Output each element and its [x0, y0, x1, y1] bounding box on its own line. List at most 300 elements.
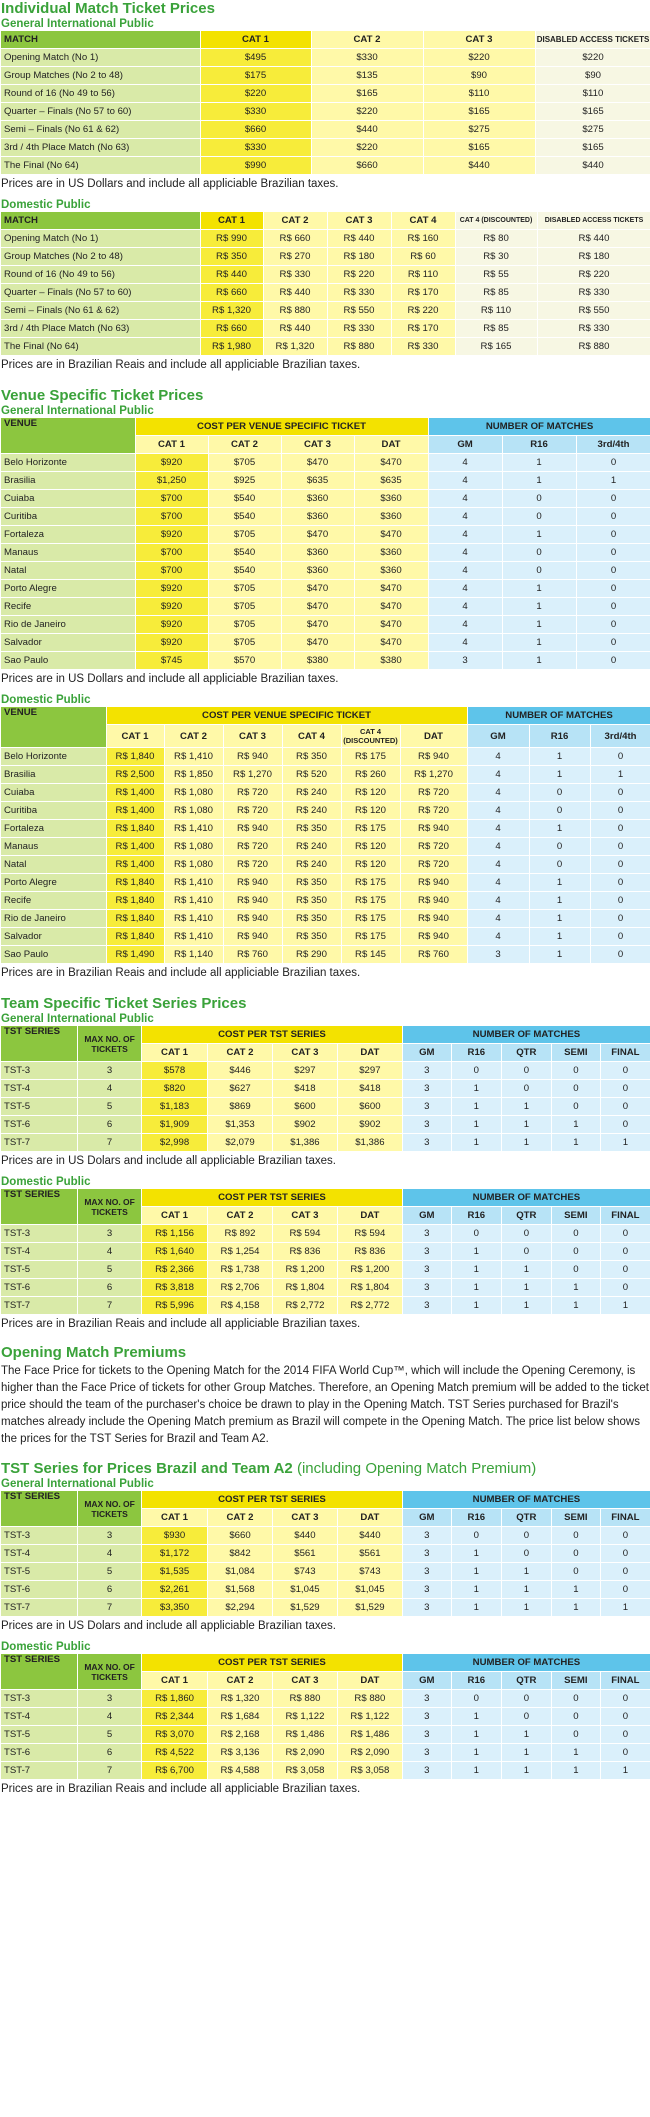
table-cell: $1,535	[142, 1563, 208, 1581]
table-cell: R$ 5,996	[142, 1297, 208, 1315]
col-header: CAT 2	[311, 31, 423, 49]
table-cell: $540	[208, 508, 281, 526]
col-header: SEMI	[551, 1672, 600, 1690]
table-cell: 1	[501, 1726, 551, 1744]
table-cell: $902	[272, 1116, 337, 1134]
table-cell: R$ 1,640	[142, 1243, 208, 1261]
table-cell: 0	[551, 1225, 600, 1243]
table-cell: 0	[576, 652, 650, 670]
table-cell: TST-5	[1, 1563, 78, 1581]
table-cell: Salvador	[1, 634, 135, 652]
col-header: SEMI	[551, 1509, 600, 1527]
col-header: GM	[402, 1509, 451, 1527]
table-cell: 0	[590, 802, 650, 820]
col-header: CAT 4	[282, 725, 341, 748]
table-cell: R$ 110	[455, 302, 537, 320]
table-cell: $470	[354, 634, 428, 652]
group-header: NUMBER OF MATCHES	[402, 1026, 650, 1044]
table-cell: 0	[529, 802, 590, 820]
table-row	[1, 1545, 650, 1563]
table-cell: 3	[402, 1116, 451, 1134]
table-cell: 3	[467, 946, 529, 964]
table-cell: 0	[529, 856, 590, 874]
table-cell: $110	[535, 85, 650, 103]
col-header: CAT 1	[142, 1509, 208, 1527]
table-cell: TST-3	[1, 1225, 78, 1243]
table-cell: R$ 940	[400, 874, 467, 892]
table-cell: 0	[576, 634, 650, 652]
table-cell: $578	[142, 1062, 208, 1080]
table-cell: R$ 660	[200, 320, 263, 338]
table-cell: R$ 3,070	[142, 1726, 208, 1744]
group-header: COST PER TST SERIES	[142, 1026, 403, 1044]
table-cell: $297	[272, 1062, 337, 1080]
table-cell: R$ 85	[455, 320, 537, 338]
table-cell: 1	[529, 766, 590, 784]
table-cell: R$ 1,400	[106, 838, 164, 856]
table-cell: R$ 220	[537, 266, 650, 284]
table-cell: $220	[200, 85, 311, 103]
table-cell: R$ 3,818	[142, 1279, 208, 1297]
price-note: Prices are in US Dollars and include all appliciable Brazilian taxes.	[1, 178, 339, 190]
table-cell: 1	[576, 472, 650, 490]
table-cell: R$ 240	[282, 784, 341, 802]
table-cell: $220	[311, 103, 423, 121]
table-cell: 1	[502, 454, 576, 472]
table-cell: R$ 175	[341, 910, 400, 928]
table-cell: 0	[600, 1708, 650, 1726]
table-cell: 3rd / 4th Place Match (No 63)	[1, 320, 200, 338]
table-cell: 1	[501, 1279, 551, 1297]
table-cell: 1	[529, 910, 590, 928]
table-cell: 4	[467, 838, 529, 856]
table-cell: 0	[551, 1098, 600, 1116]
table-row	[1, 1062, 650, 1080]
table-cell: R$ 760	[223, 946, 282, 964]
table-cell: R$ 330	[537, 284, 650, 302]
table-cell: $380	[281, 652, 354, 670]
col-header: CAT 4 (DISCOUNTED)	[341, 725, 400, 748]
table-cell: 0	[576, 454, 650, 472]
table-cell: 0	[551, 1563, 600, 1581]
table-cell: 1	[451, 1708, 501, 1726]
table-cell: R$ 940	[400, 820, 467, 838]
table-cell: $165	[423, 103, 535, 121]
table-cell: 3	[402, 1062, 451, 1080]
col-header: R16	[451, 1672, 501, 1690]
table-cell: $440	[423, 157, 535, 175]
col-header: MAX NO. OF TICKETS	[78, 1026, 142, 1062]
table-cell: $275	[535, 121, 650, 139]
table-cell: 3	[402, 1243, 451, 1261]
table-cell: 4	[467, 874, 529, 892]
table-cell: 3	[402, 1225, 451, 1243]
table-row	[1, 103, 650, 121]
table-cell: 0	[451, 1690, 501, 1708]
table-cell: 0	[600, 1261, 650, 1279]
table-cell: 0	[600, 1527, 650, 1545]
price-note: Prices are in Brazilian Reais and include all appliciable Brazilian taxes.	[1, 1783, 361, 1795]
table-cell: 0	[600, 1744, 650, 1762]
table-venue-intl	[1, 418, 650, 670]
table-body	[1, 49, 650, 175]
table-cell: $1,084	[208, 1563, 273, 1581]
table-cell: $1,045	[272, 1581, 337, 1599]
table-cell: 1	[551, 1134, 600, 1152]
col-header: FINAL	[600, 1207, 650, 1225]
table-cell: R$ 2,500	[106, 766, 164, 784]
table-cell: R$ 660	[200, 284, 263, 302]
col-header: CAT 1	[200, 212, 263, 230]
col-header: CAT 1	[142, 1044, 208, 1062]
col-header: TST SERIES	[1, 1026, 78, 1062]
table-cell: $380	[354, 652, 428, 670]
table-cell: R$ 940	[223, 748, 282, 766]
col-header: GM	[467, 725, 529, 748]
table-cell: $540	[208, 562, 281, 580]
table-cell: R$ 1,320	[200, 302, 263, 320]
col-header: MAX NO. OF TICKETS	[78, 1654, 142, 1690]
table-cell: R$ 350	[282, 820, 341, 838]
table-cell: 3	[402, 1080, 451, 1098]
table-cell: R$ 1,860	[142, 1690, 208, 1708]
table-cell: 0	[590, 838, 650, 856]
table-cell: Sao Paulo	[1, 946, 106, 964]
table-cell: 1	[502, 616, 576, 634]
group-header: COST PER VENUE SPECIFIC TICKET	[106, 707, 467, 725]
table-cell: R$ 2,772	[337, 1297, 402, 1315]
table-cell: R$ 1,254	[208, 1243, 273, 1261]
table-cell: 0	[451, 1527, 501, 1545]
table-row	[1, 562, 650, 580]
table-cell: 4	[467, 910, 529, 928]
table-cell: 4	[428, 508, 502, 526]
table-cell: R$ 1,400	[106, 802, 164, 820]
section-title-tst: Team Specific Ticket Series Prices	[1, 995, 247, 1012]
table-cell: $700	[135, 544, 208, 562]
table-cell: R$ 990	[200, 230, 263, 248]
table-cell: 4	[428, 634, 502, 652]
table-cell: R$ 330	[327, 320, 391, 338]
table-header-row	[1, 1189, 650, 1207]
table-cell: 0	[501, 1708, 551, 1726]
table-cell: TST-5	[1, 1261, 78, 1279]
price-note: Prices are in US Dollars and include all appliciable Brazilian taxes.	[1, 673, 339, 685]
table-row	[1, 1080, 650, 1098]
table-cell: $470	[281, 580, 354, 598]
table-cell: 4	[428, 580, 502, 598]
table-row	[1, 139, 650, 157]
table-cell: R$ 2,168	[208, 1726, 273, 1744]
table-cell: R$ 440	[537, 230, 650, 248]
table-cell: R$ 240	[282, 838, 341, 856]
table-row	[1, 874, 650, 892]
table-cell: R$ 1,156	[142, 1225, 208, 1243]
table-cell: 5	[78, 1726, 142, 1744]
table-cell: 0	[576, 490, 650, 508]
table-cell: $561	[337, 1545, 402, 1563]
table-cell: R$ 350	[282, 928, 341, 946]
table-cell: R$ 720	[400, 802, 467, 820]
col-header: GM	[402, 1044, 451, 1062]
table-cell: R$ 6,700	[142, 1762, 208, 1780]
col-header: CAT 3	[272, 1672, 337, 1690]
table-cell: 0	[551, 1062, 600, 1080]
table-body	[1, 1527, 650, 1617]
table-row	[1, 121, 650, 139]
table-cell: R$ 165	[455, 338, 537, 356]
table-tst-domestic	[1, 1189, 650, 1315]
table-cell: R$ 836	[337, 1243, 402, 1261]
col-header: CAT 3	[423, 31, 535, 49]
table-cell: R$ 4,158	[208, 1297, 273, 1315]
table-cell: R$ 290	[282, 946, 341, 964]
table-cell: TST-4	[1, 1243, 78, 1261]
table-cell: Belo Horizonte	[1, 454, 135, 472]
col-header: VENUE	[1, 707, 106, 748]
col-header: CAT 3	[281, 436, 354, 454]
table-cell: 1	[551, 1744, 600, 1762]
col-header: GM	[428, 436, 502, 454]
table-cell: R$ 120	[341, 784, 400, 802]
table-cell: 0	[590, 892, 650, 910]
table-cell: TST-3	[1, 1062, 78, 1080]
table-cell: $2,261	[142, 1581, 208, 1599]
table-row	[1, 802, 650, 820]
table-cell: $745	[135, 652, 208, 670]
table-cell: 1	[501, 1098, 551, 1116]
price-note: Prices are in Brazilian Reais and include all appliciable Brazilian taxes.	[1, 967, 361, 979]
table-cell: 4	[78, 1243, 142, 1261]
table-cell: 0	[590, 856, 650, 874]
table-cell: $446	[208, 1062, 273, 1080]
table-cell: R$ 330	[263, 266, 327, 284]
table-cell: R$ 1,410	[164, 748, 223, 766]
table-cell: $1,183	[142, 1098, 208, 1116]
table-cell: R$ 1,840	[106, 892, 164, 910]
table-cell: 4	[428, 616, 502, 634]
col-header: QTR	[501, 1672, 551, 1690]
table-cell: 0	[600, 1080, 650, 1098]
table-cell: 1	[501, 1744, 551, 1762]
table-cell: 4	[428, 472, 502, 490]
table-cell: $495	[200, 49, 311, 67]
table-cell: $743	[337, 1563, 402, 1581]
table-cell: 4	[428, 598, 502, 616]
table-cell: 0	[551, 1690, 600, 1708]
table-cell: R$ 1,486	[272, 1726, 337, 1744]
table-cell: R$ 1,400	[106, 784, 164, 802]
table-cell: 1	[502, 634, 576, 652]
table-row	[1, 892, 650, 910]
table-cell: 1	[502, 652, 576, 670]
table-row	[1, 85, 650, 103]
table-cell: $175	[200, 67, 311, 85]
table-cell: 3	[78, 1225, 142, 1243]
table-cell: $360	[281, 544, 354, 562]
group-header: NUMBER OF MATCHES	[428, 418, 650, 436]
table-cell: Semi – Finals (No 61 & 62)	[1, 121, 200, 139]
table-cell: 1	[501, 1563, 551, 1581]
table-cell: TST-7	[1, 1297, 78, 1315]
table-cell: R$ 170	[391, 320, 455, 338]
table-header-row	[1, 1026, 650, 1044]
table-cell: $920	[135, 598, 208, 616]
table-cell: R$ 175	[341, 928, 400, 946]
table-row	[1, 652, 650, 670]
table-cell: 5	[78, 1098, 142, 1116]
table-row	[1, 248, 650, 266]
table-cell: 1	[451, 1134, 501, 1152]
table-cell: Fortaleza	[1, 526, 135, 544]
table-cell: 3	[402, 1563, 451, 1581]
table-cell: R$ 1,410	[164, 910, 223, 928]
col-header: VENUE	[1, 418, 135, 454]
table-cell: $660	[311, 157, 423, 175]
table-cell: Rio de Janeiro	[1, 910, 106, 928]
table-row	[1, 580, 650, 598]
table-cell: 0	[502, 490, 576, 508]
table-cell: 0	[590, 820, 650, 838]
table-cell: $1,172	[142, 1545, 208, 1563]
table-cell: 0	[600, 1098, 650, 1116]
table-cell: 0	[576, 526, 650, 544]
table-cell: TST-6	[1, 1581, 78, 1599]
table-cell: 0	[600, 1062, 650, 1080]
table-cell: 1	[502, 472, 576, 490]
table-cell: 3	[402, 1527, 451, 1545]
table-cell: 4	[428, 544, 502, 562]
col-header: MAX NO. OF TICKETS	[78, 1189, 142, 1225]
table-cell: 0	[501, 1243, 551, 1261]
table-cell: 0	[600, 1690, 650, 1708]
table-individual-domestic	[1, 212, 650, 356]
table-cell: 0	[551, 1080, 600, 1098]
table-header-row	[1, 31, 650, 49]
table-cell: 0	[551, 1527, 600, 1545]
table-cell: 0	[590, 928, 650, 946]
table-cell: 0	[600, 1563, 650, 1581]
table-cell: 0	[576, 598, 650, 616]
table-cell: Curitiba	[1, 508, 135, 526]
group-header: NUMBER OF MATCHES	[402, 1654, 650, 1672]
table-cell: R$ 3,058	[337, 1762, 402, 1780]
table-cell: $90	[535, 67, 650, 85]
table-cell: $705	[208, 454, 281, 472]
col-header: CAT 3	[272, 1207, 337, 1225]
table-cell: 5	[78, 1261, 142, 1279]
table-cell: 3	[402, 1690, 451, 1708]
table-cell: R$ 940	[223, 874, 282, 892]
table-cell: 1	[529, 892, 590, 910]
table-cell: R$ 520	[282, 766, 341, 784]
table-cell: 3rd / 4th Place Match (No 63)	[1, 139, 200, 157]
table-cell: R$ 836	[272, 1243, 337, 1261]
col-header: 3rd/4th	[576, 436, 650, 454]
table-cell: The Final (No 64)	[1, 338, 200, 356]
table-cell: $1,909	[142, 1116, 208, 1134]
table-cell: R$ 350	[282, 892, 341, 910]
table-cell: R$ 330	[391, 338, 455, 356]
table-cell: R$ 1,840	[106, 910, 164, 928]
col-header: DAT	[337, 1207, 402, 1225]
col-header: GM	[402, 1672, 451, 1690]
table-body	[1, 1690, 650, 1780]
table-cell: R$ 1,200	[337, 1261, 402, 1279]
table-cell: 3	[402, 1545, 451, 1563]
table-row	[1, 838, 650, 856]
table-cell: R$ 720	[223, 838, 282, 856]
col-header: R16	[529, 725, 590, 748]
table-cell: $1,386	[272, 1134, 337, 1152]
table-cell: 0	[576, 544, 650, 562]
table-row	[1, 634, 650, 652]
table-cell: $920	[135, 454, 208, 472]
table-cell: R$ 720	[400, 856, 467, 874]
subtitle-domestic: Domestic Public	[1, 1641, 91, 1653]
col-header: DAT	[337, 1509, 402, 1527]
table-cell: TST-4	[1, 1080, 78, 1098]
table-cell: R$ 720	[400, 784, 467, 802]
table-cell: R$ 175	[341, 820, 400, 838]
table-cell: $360	[354, 508, 428, 526]
table-cell: 1	[551, 1762, 600, 1780]
table-cell: 1	[551, 1581, 600, 1599]
table-cell: Porto Alegre	[1, 874, 106, 892]
table-cell: 1	[529, 874, 590, 892]
table-cell: $1,250	[135, 472, 208, 490]
table-cell: $700	[135, 562, 208, 580]
table-cell: R$ 940	[223, 910, 282, 928]
table-cell: 1	[501, 1116, 551, 1134]
table-cell: 3	[402, 1744, 451, 1762]
table-cell: 0	[590, 910, 650, 928]
table-cell: R$ 1,804	[337, 1279, 402, 1297]
col-header: DAT	[354, 436, 428, 454]
table-cell: R$ 2,090	[337, 1744, 402, 1762]
table-cell: 4	[78, 1080, 142, 1098]
col-header: CAT 3	[223, 725, 282, 748]
table-cell: R$ 1,270	[400, 766, 467, 784]
table-cell: 4	[467, 892, 529, 910]
group-header: NUMBER OF MATCHES	[402, 1189, 650, 1207]
table-row	[1, 1599, 650, 1617]
table-row	[1, 1581, 650, 1599]
col-header: R16	[502, 436, 576, 454]
table-row	[1, 1527, 650, 1545]
table-cell: $1,529	[272, 1599, 337, 1617]
table-cell: 0	[502, 508, 576, 526]
table-cell: TST-6	[1, 1116, 78, 1134]
col-header: CAT 2	[263, 212, 327, 230]
table-row	[1, 856, 650, 874]
table-cell: R$ 2,090	[272, 1744, 337, 1762]
table-row	[1, 1279, 650, 1297]
table-cell: 0	[590, 784, 650, 802]
table-cell: TST-6	[1, 1279, 78, 1297]
table-cell: $165	[535, 139, 650, 157]
table-cell: $360	[281, 562, 354, 580]
table-cell: 0	[600, 1545, 650, 1563]
table-cell: R$ 1,980	[200, 338, 263, 356]
table-cell: $330	[200, 103, 311, 121]
table-cell: Round of 16 (No 49 to 56)	[1, 266, 200, 284]
table-row	[1, 1116, 650, 1134]
table-cell: $660	[200, 121, 311, 139]
table-cell: Manaus	[1, 838, 106, 856]
table-brazil-a2-domestic	[1, 1654, 650, 1780]
table-body	[1, 1062, 650, 1152]
